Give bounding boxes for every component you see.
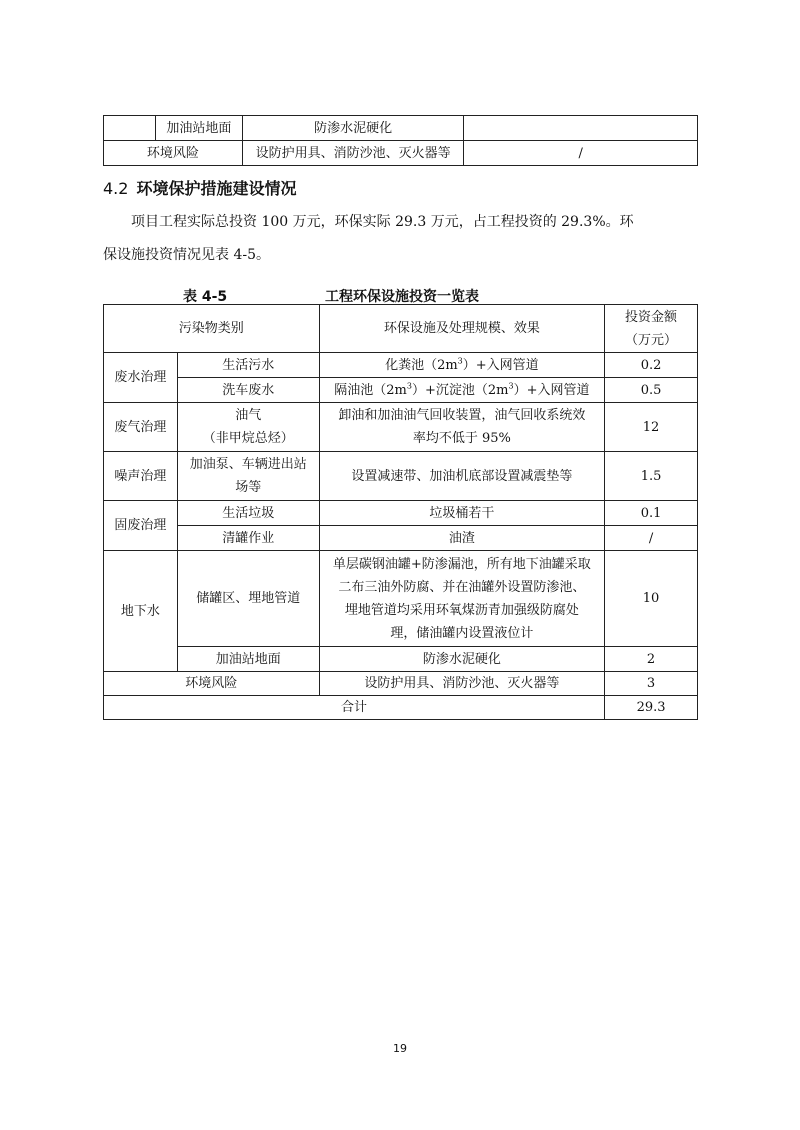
table-row [104,526,698,551]
table-cell: 加油站地面 [155,116,242,141]
measure-text: ）+入网管道 [462,357,539,373]
category-cell: 噪声治理 [104,452,178,501]
table-cell [464,116,698,141]
amount-cell: 0.2 [605,353,698,378]
measure-line: 埋地管道均采用环氧煤沥青加强级防腐处 [344,602,579,618]
item-cell: 加油站地面 [177,647,319,672]
header-amount [605,305,698,353]
page-number: 19 [393,1042,407,1055]
category-cell: 固废治理 [104,501,178,551]
section-heading [103,176,296,199]
body-paragraph-line: 保设施投资情况见表 4-5。 [103,247,270,263]
amount-cell: / [605,526,698,551]
measure-text: 化粪池（2m [385,357,458,373]
measure-cell: 设置减速带、加油机底部设置减震垫等 [319,452,604,501]
item-line: 场等 [235,480,262,495]
total-label: 合计 [104,696,605,720]
header-amount-line: 投资金额 [625,309,678,325]
total-row [104,696,698,720]
superscript: 3 [406,381,412,391]
category-cell: 环境风险 [104,672,320,696]
superscript: 3 [457,356,463,366]
item-cell: 生活垃圾 [177,501,319,526]
header-measure: 环保设施及处理规模、效果 [319,305,604,353]
amount-cell: 12 [605,403,698,452]
investment-table [103,304,698,720]
item-cell [177,452,319,501]
measure-line: 卸油和加油油气回收装置，油气回收系统效 [338,408,586,423]
amount-cell: 0.5 [605,378,698,403]
measure-cell: 垃圾桶若干 [319,501,604,526]
item-line: 油气 [235,408,262,423]
item-cell: 储罐区、埋地管道 [177,551,319,647]
item-line: （非甲烷总烃） [202,431,294,446]
measure-line: 率均不低于 95% [412,431,511,446]
table-cell: 设防护用具、消防沙池、灭火器等 [242,141,464,166]
measure-cell [319,378,604,403]
measure-text: 隔油池（2m [334,382,407,398]
table-row [104,116,698,141]
amount-cell: 10 [605,551,698,647]
table-row [104,353,698,378]
section-number: 4.2 [103,179,129,198]
body-paragraph-line: 项目工程实际总投资 100 万元，环保实际 29.3 万元，占工程投资的 29.3%。环 [131,214,634,230]
table-row [104,551,698,647]
continuation-table [103,115,698,166]
amount-cell: 2 [605,647,698,672]
section-title: 环境保护措施建设情况 [136,179,297,198]
item-cell [177,403,319,452]
table-row [104,403,698,452]
total-amount: 29.3 [605,696,698,720]
amount-cell: 0.1 [605,501,698,526]
item-cell: 洗车废水 [177,378,319,403]
category-cell: 地下水 [104,551,178,672]
item-cell: 清罐作业 [177,526,319,551]
measure-cell [319,551,604,647]
table-row [104,378,698,403]
superscript: 3 [508,381,514,391]
measure-line: 二布三油外防腐、并在油罐外设置防渗池、 [338,579,586,595]
table-number: 表 4-5 [183,289,228,305]
category-cell: 废水治理 [104,353,178,403]
header-category: 污染物类别 [104,305,320,353]
table-title: 工程环保设施投资一览表 [325,289,479,305]
table-cell: 防渗水泥硬化 [242,116,464,141]
table-row [104,647,698,672]
table-row [104,141,698,166]
measure-cell: 油渣 [319,526,604,551]
table-cell: / [464,141,698,166]
table-row [104,452,698,501]
item-line: 加油泵、车辆进出站 [189,457,307,472]
measure-text: ）+沉淀池（2m [411,382,509,398]
item-cell: 生活污水 [177,353,319,378]
measure-cell: 设防护用具、消防沙池、灭火器等 [319,672,604,696]
amount-cell: 3 [605,672,698,696]
amount-cell: 1.5 [605,452,698,501]
measure-line: 理，储油罐内设置液位计 [390,625,534,641]
category-cell: 废气治理 [104,403,178,452]
table-row [104,501,698,526]
table-cell: 环境风险 [104,141,243,166]
measure-cell [319,353,604,378]
table-header-row [104,305,698,353]
measure-line: 单层碳钢油罐+防渗漏池，所有地下油罐采取 [332,556,591,572]
header-amount-line: （万元） [625,332,678,348]
table-cell [104,116,156,141]
measure-text: ）+入网管道 [513,382,590,398]
measure-cell: 防渗水泥硬化 [319,647,604,672]
table-row [104,672,698,696]
measure-cell [319,403,604,452]
